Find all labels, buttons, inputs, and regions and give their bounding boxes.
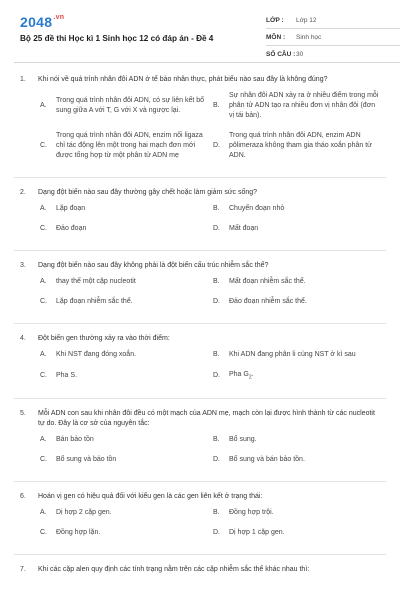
- divider: [14, 554, 386, 555]
- question-text: Đột biến gen thường xảy ra vào thời điểm:: [38, 335, 170, 342]
- question-list: [14, 63, 386, 575]
- divider: [14, 250, 386, 251]
- option-d[interactable]: D. Dị hợp 1 cặp gen.: [213, 529, 285, 537]
- option-a[interactable]: A. Dị hợp 2 cặp gen.: [40, 509, 112, 517]
- option-c[interactable]: C. Pha S.: [40, 372, 78, 380]
- question-5: [14, 409, 386, 475]
- option-b[interactable]: B. Chuyển đoạn nhỏ: [213, 205, 285, 212]
- option-b[interactable]: B. Mất đoạn nhiễm sắc thể.: [213, 278, 306, 285]
- option-b[interactable]: B. Sự nhân đôi ADN xảy ra ở nhiều điểm trong mỗi phân tử ADN tạo ra nhiều đơn vị nhân đôi (đơn vị tái bản).: [213, 92, 379, 119]
- divider: [14, 177, 386, 178]
- option-a[interactable]: A. Bán bảo tồn: [40, 436, 94, 444]
- option-d[interactable]: D. Đảo đoạn nhiễm sắc thể.: [213, 298, 307, 305]
- exam-meta: [266, 12, 400, 63]
- option-b[interactable]: B. Đồng hợp trội.: [213, 509, 274, 517]
- option-a[interactable]: A. thay thế một cặp nucleotit: [40, 278, 136, 285]
- question-7: [14, 565, 386, 575]
- question-text: Hoán vị gen có hiệu quả đối với kiểu gen là các gen liên kết ở trạng thái:: [38, 493, 263, 501]
- meta-row-subject: MÔN : Sinh học: [266, 29, 400, 46]
- option-c[interactable]: C. Bổ sung và bảo tồn: [40, 456, 117, 464]
- option-c[interactable]: C. Lặp đoạn nhiễm sắc thể.: [40, 298, 133, 305]
- option-d[interactable]: D. Bổ sung và bán bảo tồn.: [213, 456, 305, 464]
- question-number: 2.: [20, 189, 26, 196]
- meta-row-class: LỚP : Lớp 12: [266, 12, 400, 29]
- question-3: [14, 261, 386, 317]
- question-1: [14, 75, 386, 171]
- question-number: 3.: [20, 262, 26, 269]
- question-2: [14, 188, 386, 244]
- document-title: Bộ 25 đề thi Học kì 1 Sinh học 12 có đáp án - Đề 4: [20, 34, 214, 43]
- site-logo[interactable]: $2048^{.vn}$: [20, 14, 65, 30]
- option-b[interactable]: B. Bổ sung.: [213, 436, 257, 444]
- question-number: 5.: [20, 410, 26, 418]
- option-c[interactable]: C. Đồng hợp lặn.: [40, 529, 101, 537]
- question-text: Mỗi ADN con sau khi nhân đôi đều có một mạch của ADN mẹ, mạch còn lại được hình thành từ các nucleotit tự do. Đây là cơ sở của nguyên tắc:: [38, 410, 375, 428]
- option-d[interactable]: D. Pha $G_2$.: [213, 371, 254, 381]
- question-number: 1.: [20, 76, 26, 83]
- option-d[interactable]: D. Trong quá trình nhân đôi ADN, enzim ADN pôlimeraza không tham gia tháo xoắn phân tử ADN.: [213, 132, 372, 159]
- question-number: 6.: [20, 493, 26, 501]
- option-a[interactable]: A. Khi NST đang đóng xoắn.: [40, 351, 137, 358]
- question-text: Dạng đột biến nào sau đây thường gây chết hoặc làm giảm sức sống?: [38, 189, 258, 196]
- question-text: Dạng đột biến nào sau đây không phải là đột biến cấu trúc nhiễm sắc thể?: [38, 262, 269, 269]
- divider: [14, 481, 386, 482]
- option-d[interactable]: D. Mất đoạn: [213, 225, 259, 232]
- question-6: [14, 492, 386, 548]
- divider: [14, 398, 386, 399]
- option-c[interactable]: C. Trong quá trình nhân đôi ADN, enzim nối ligaza chỉ tác động lên một trong hai mạch đơn mới được tổng hợp từ một phân tử ADN mẹ: [40, 132, 203, 159]
- page-header: [14, 0, 386, 63]
- question-number: 4.: [20, 335, 26, 342]
- question-text: Khi nói về quá trình nhân đôi ADN ở tế bào nhân thực, phát biểu nào sau đây là không đúng?: [38, 76, 328, 83]
- divider: [14, 323, 386, 324]
- question-text: Khi các cặp alen quy định các tính trạng nằm trên các cặp nhiễm sắc thể khác nhau thì:: [38, 566, 310, 574]
- question-4: [14, 334, 386, 392]
- meta-row-count: SỐ CÂU : 30: [266, 46, 400, 63]
- option-b[interactable]: B. Khi ADN đang phân li cùng NST ở kì sau: [213, 351, 356, 358]
- option-a[interactable]: A. Trong quá trình nhân đôi ADN, có sự liên kết bổ sung giữa A với T, G với X và ngược lại.: [40, 97, 205, 114]
- question-number: 7.: [20, 566, 26, 574]
- option-a[interactable]: A. Lặp đoạn: [40, 205, 86, 212]
- option-c[interactable]: C. Đảo đoạn: [40, 225, 87, 232]
